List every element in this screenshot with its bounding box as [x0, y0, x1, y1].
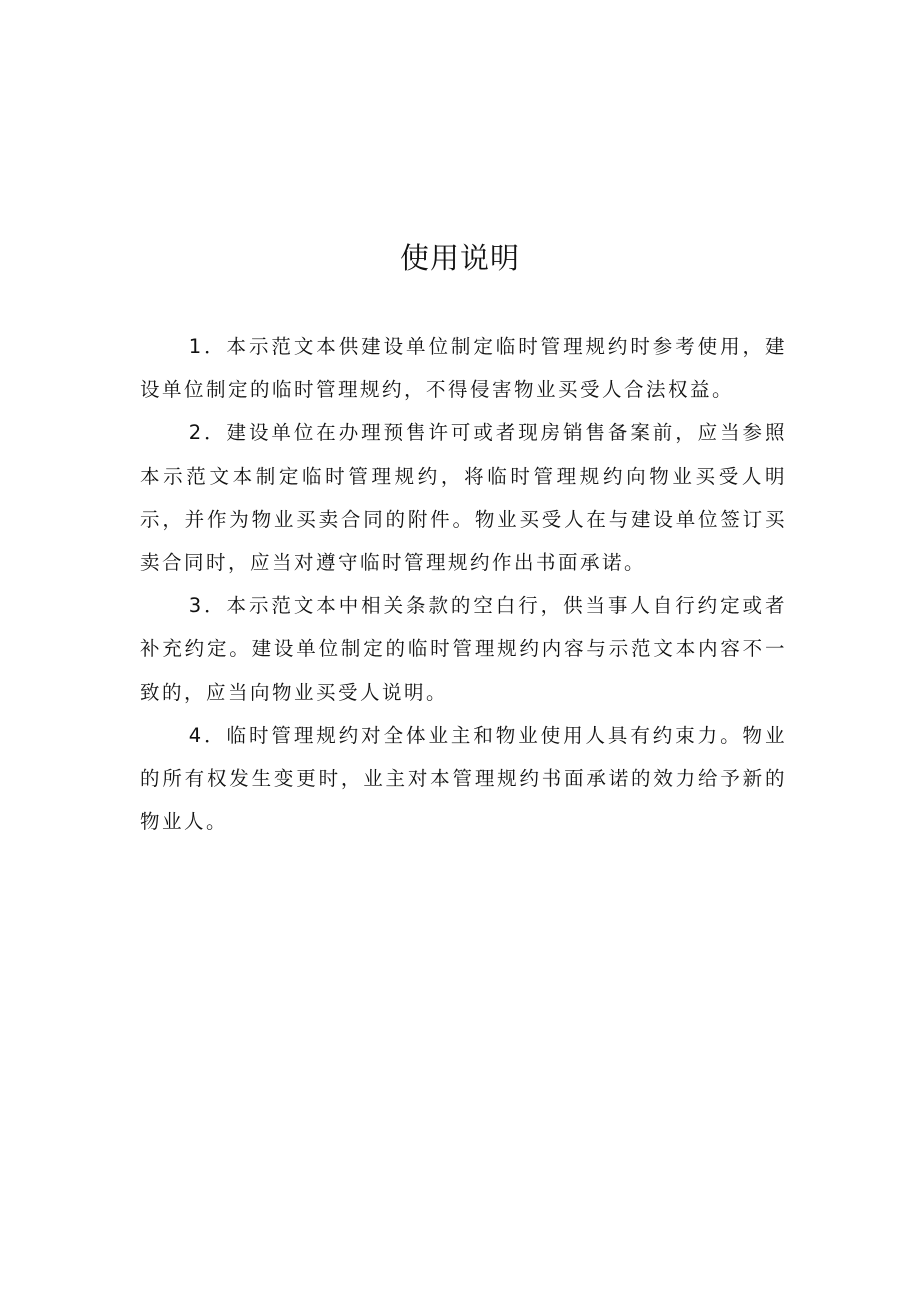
instruction-paragraph-2: 2．建设单位在办理预售许可或者现房销售备案前，应当参照本示范文本制定临时管理规约，将临时管理规约向物业买受人明示，并作为物业买卖合同的附件。物业买受人在与建设单位签订买卖合同时，应当对遵守临时管理规约作出书面承诺。: [140, 421, 787, 575]
instruction-paragraph-3: 3．本示范文本中相关条款的空白行，供当事人自行约定或者补充约定。建设单位制定的临时管理规约内容与示范文本内容不一致的，应当向物业买受人说明。: [140, 594, 787, 704]
instruction-paragraph-1: 1．本示范文本供建设单位制定临时管理规约时参考使用，建设单位制定的临时管理规约，不得侵害物业买受人合法权益。: [140, 335, 787, 402]
document-title: 使用说明: [399, 241, 520, 275]
instructions-body: [140, 325, 787, 843]
instruction-paragraph-4: 4．临时管理规约对全体业主和物业使用人具有约束力。物业的所有权发生变更时，业主对本管理规约书面承诺的效力给予新的物业人。: [140, 723, 787, 834]
